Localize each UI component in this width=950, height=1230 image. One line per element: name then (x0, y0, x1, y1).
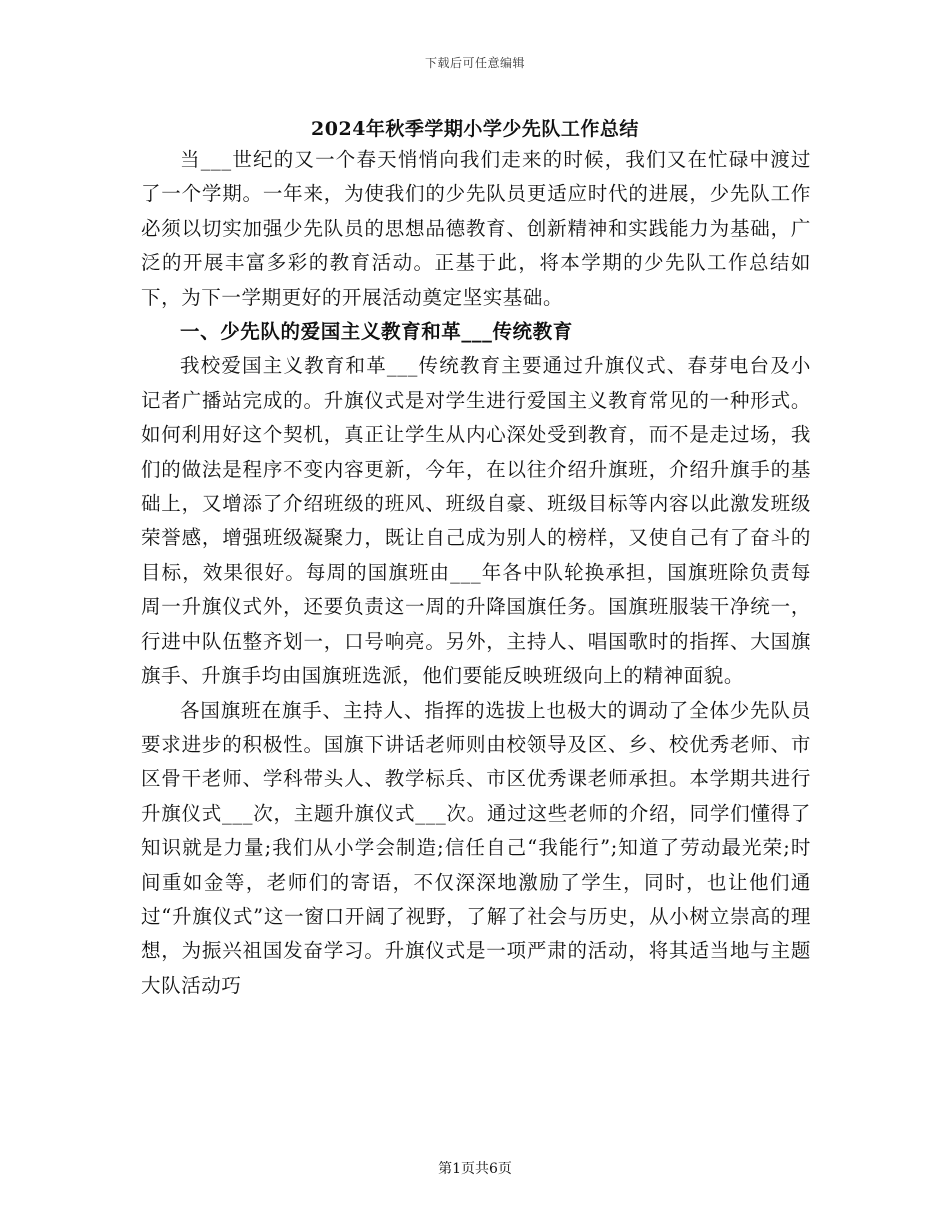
page-footer: 第1页共6页 (438, 1161, 512, 1177)
document-title: 2024年秋季学期小学少先队工作总结 (311, 118, 639, 140)
body-paragraph: 我校爱国主义教育和革___传统教育主要通过升旗仪式、春芽电台及小记者广播站完成的。升旗仪式是对学生进行爱国主义教育常见的一种形式。如何利用好这个契机，真正让学生从内心深处受到教育，而不是走过场，我们的做法是程序不变内容更新，今年，在以往介绍升旗班，介绍升旗手的基础上，又增添了介绍班级的班风、班级自豪、班级目标等内容以此激发班级荣誉感，增强班级凝聚力，既让自己成为别人的榜样，又使自己有了奋斗的目标，效果很好。每周的国旗班由___年各中队轮换承担，国旗班除负责每周一升旗仪式外，还要负责这一周的升降国旗任务。国旗班服装干净统一，行进中队伍整齐划一，口号响亮。另外，主持人、唱国歌时的指挥、大国旗旗手、升旗手均由国旗班选派，他们要能反映班级向上的精神面貌。 (141, 354, 811, 688)
body-paragraph: 各国旗班在旗手、主持人、指挥的选拔上也极大的调动了全体少先队员要求进步的积极性。国旗下讲话老师则由校领导及区、乡、校优秀老师、市区骨干老师、学科带头人、教学标兵、市区优秀课老师承担。本学期共进行升旗仪式___次，主题升旗仪式___次。通过这些老师的介绍，同学们懂得了知识就是力量;我们从小学会制造;信任自己“我能行”;知道了劳动最光荣;时间重如金等，老师们的寄语，不仅深深地激励了学生，同时，也让他们通过“升旗仪式”这一窗口开阔了视野，了解了社会与历史，从小树立崇高的理想，为振兴祖国发奋学习。升旗仪式是一项严肃的活动，将其适当地与主题大队活动巧 (141, 698, 811, 997)
intro-paragraph: 当___世纪的又一个春天悄悄向我们走来的时候，我们又在忙碌中渡过了一个学期。一年来，为使我们的少先队员更适应时代的进展，少先队工作必须以切实加强少先队员的思想品德教育、创新精神和实践能力为基础，广泛的开展丰富多彩的教育活动。正基于此，将本学期的少先队工作总结如下，为下一学期更好的开展活动奠定坚实基础。 (141, 148, 811, 309)
header-note: 下载后可任意编辑 (424, 56, 525, 70)
document-body (141, 143, 811, 1003)
section-heading: 一、少先队的爱国主义教育和革___传统教育 (180, 320, 573, 344)
